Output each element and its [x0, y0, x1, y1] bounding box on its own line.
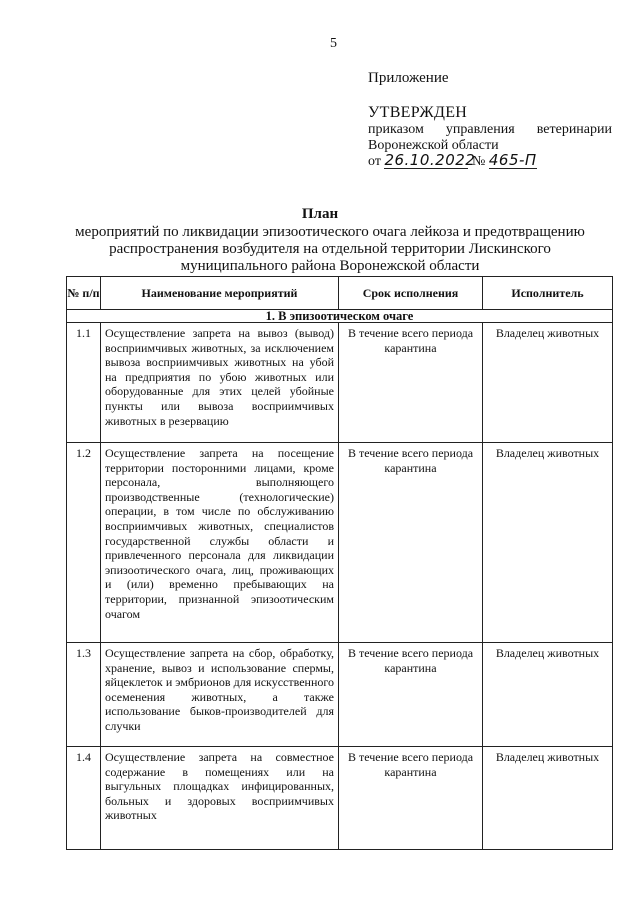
approved-label: УТВЕРЖДЕН: [368, 104, 468, 121]
header-executor: Исполнитель: [483, 277, 613, 310]
row-number: 1.4: [67, 747, 101, 850]
page-number: 5: [330, 36, 337, 51]
measures-table: [66, 276, 613, 850]
row-measure: Осуществление запрета на сбор, обработку, хранение, вывоз и использование спермы, яйцеклеток и эмбрионов для искусственного осеменения животных, а также использование быков-производителей для случки: [101, 643, 339, 747]
handwritten-date: 26.10.2022: [384, 151, 476, 169]
table-row: [67, 643, 613, 747]
order-date-line: [368, 153, 537, 170]
row-number: 1.2: [67, 443, 101, 643]
row-number: 1.1: [67, 323, 101, 443]
date-prefix: от: [368, 154, 381, 169]
appendix-label: Приложение: [368, 70, 449, 86]
row-executor: Владелец животных: [483, 443, 613, 643]
table-row: [67, 323, 613, 443]
table-row: [67, 747, 613, 850]
number-prefix: №: [471, 154, 486, 169]
row-executor: Владелец животных: [483, 643, 613, 747]
plan-subtitle: мероприятий по ликвидации эпизоотического очага лейкоза и предотвращению распространения возбудителя на отдельной территории Лискинского муниципального района Воронежской области: [75, 224, 585, 274]
row-executor: Владелец животных: [483, 747, 613, 850]
order-line-1: приказом управления ветеринарии: [368, 122, 612, 137]
table-header-row: [67, 277, 613, 310]
row-deadline: В течение всего периода карантина: [339, 747, 483, 850]
row-executor: Владелец животных: [483, 323, 613, 443]
row-measure: Осуществление запрета на посещение территории посторонними лицами, кроме персонала, выполняющего производственные (технологические) операции, в том числе по обслуживанию восприимчивых животных, специалистов государственной службы области и привлеченного персонала для ликвидации эпизоотического очага, лиц, проживающих и (или) временно пребывающих на территории, признанной эпизоотическим очагом: [101, 443, 339, 643]
header-name: Наименование мероприятий: [101, 277, 339, 310]
handwritten-number: 465-П: [488, 151, 537, 169]
row-number: 1.3: [67, 643, 101, 747]
section-title: 1. В эпизоотическом очаге: [67, 310, 613, 323]
row-measure: Осуществление запрета на вывоз (вывод) восприимчивых животных, за исключением вывоза восприимчивых животных на убой на предприятия по убою животных или оборудованные для этих целей убойные пункты или вывоза восприимчивых животных в резервацию: [101, 323, 339, 443]
row-deadline: В течение всего периода карантина: [339, 643, 483, 747]
row-measure: Осуществление запрета на совместное содержание в помещениях или на выгульных площадках инфицированных, больных и здоровых восприимчивых животных: [101, 747, 339, 850]
order-line-2: Воронежской области: [368, 138, 499, 153]
row-deadline: В течение всего периода карантина: [339, 443, 483, 643]
plan-title: План: [301, 206, 339, 222]
table-row: [67, 443, 613, 643]
header-num: № п/п: [67, 277, 101, 310]
header-deadline: Срок исполнения: [339, 277, 483, 310]
row-deadline: В течение всего периода карантина: [339, 323, 483, 443]
section-row: [67, 310, 613, 323]
